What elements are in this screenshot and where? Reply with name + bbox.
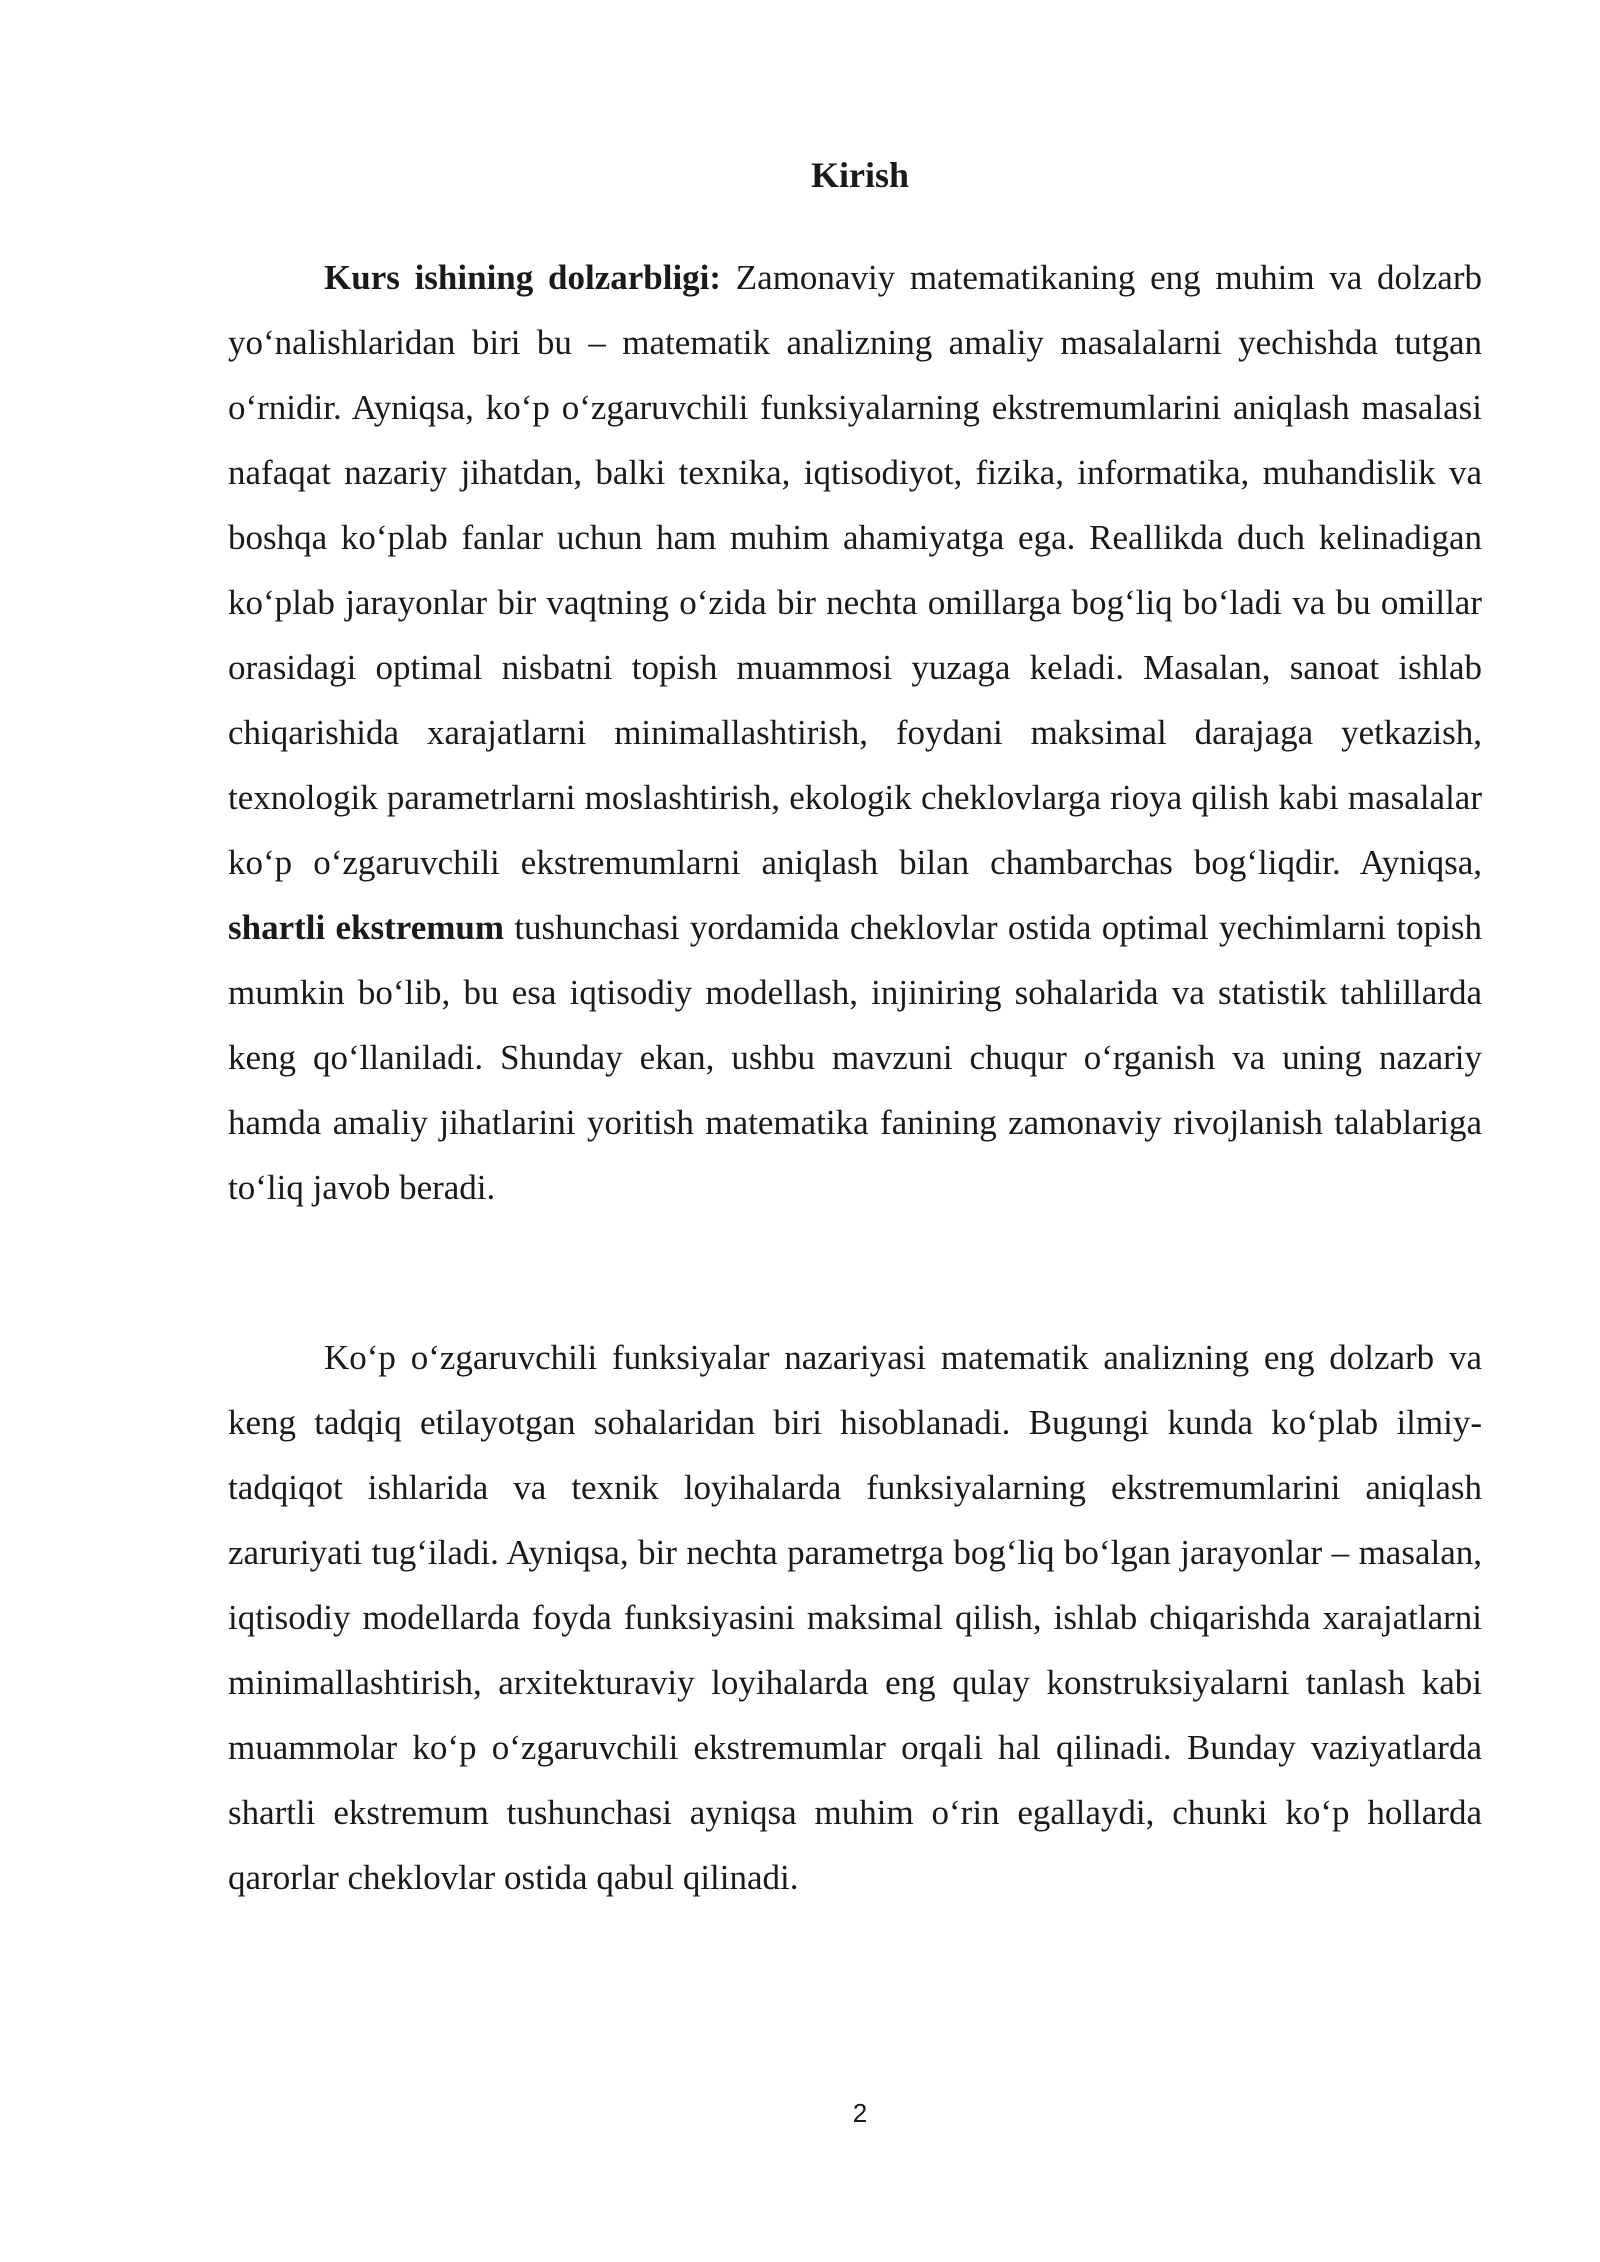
paragraph-relevance xyxy=(228,245,1482,1220)
key-term: shartli ekstremum xyxy=(228,908,505,947)
paragraph-text: tushunchasi yordamida cheklovlar ostida optimal yechimlarni topish mumkin bo‘lib, bu esa iqtisodiy modellash, injiniring sohalarida va statistik tahlillarda keng qo‘llaniladi. Shunday ekan, ushbu mavzuni chuqur o‘rganish va uning nazariy hamda amaliy jihatlarini yoritish matematika fanining zamonaviy rivojlanish talablariga to‘liq javob beradi. xyxy=(228,908,1482,1207)
section-heading: Kirish xyxy=(810,155,909,195)
paragraph-text: Zamonaviy matematikaning eng muhim va dolzarb yo‘nalishlaridan biri bu – matematik analizning amaliy masalalarni yechishda tutgan o‘rnidir. Ayniqsa, ko‘p o‘zgaruvchili funksiyalarning ekstremumlarini aniqlash masalasi nafaqat nazariy jihatdan, balki texnika, iqtisodiyot, fizika, informatika, muhandislik va boshqa ko‘plab fanlar uchun ham muhim ahamiyatga ega. Reallikda duch kelinadigan ko‘plab jarayonlar bir vaqtning o‘zida bir nechta omillarga bog‘liq bo‘ladi va bu omillar orasidagi optimal nisbatni topish muammosi yuzaga keladi. Masalan, sanoat ishlab chiqarishida xarajatlarni minimallashtirish, foydani maksimal darajaga yetkazish, texnologik parametrlarni moslashtirish, ekologik cheklovlarga rioya qilish kabi masalalar ko‘p o‘zgaruvchili ekstremumlarni aniqlash bilan chambarchas bog‘liqdir. Ayniqsa, xyxy=(228,258,1482,882)
relevance-lead: Kurs ishining dolzarbligi: xyxy=(324,258,722,297)
page-number: 2 xyxy=(852,2098,868,2128)
paragraph-theory: Ko‘p o‘zgaruvchili funksiyalar nazariyasi matematik analizning eng dolzarb va keng tadqiq etilayotgan sohalaridan biri hisoblanadi. Bugungi kunda ko‘plab ilmiy-tadqiqot ishlarida va texnik loyihalarda funksiyalarning ekstremumlarini aniqlash zaruriyati tug‘iladi. Ayniqsa, bir nechta parametrga bog‘liq bo‘lgan jarayonlar – masalan, iqtisodiy modellarda foyda funksiyasini maksimal qilish, ishlab chiqarishda xarajatlarni minimallashtirish, arxitekturaviy loyihalarda eng qulay konstruksiyalarni tanlash kabi muammolar ko‘p o‘zgaruvchili ekstremumlar orqali hal qilinadi. Bunday vaziyatlarda shartli ekstremum tushunchasi ayniqsa muhim o‘rin egallaydi, chunki ko‘p hollarda qarorlar cheklovlar ostida qabul qilinadi. xyxy=(228,1338,1482,1897)
